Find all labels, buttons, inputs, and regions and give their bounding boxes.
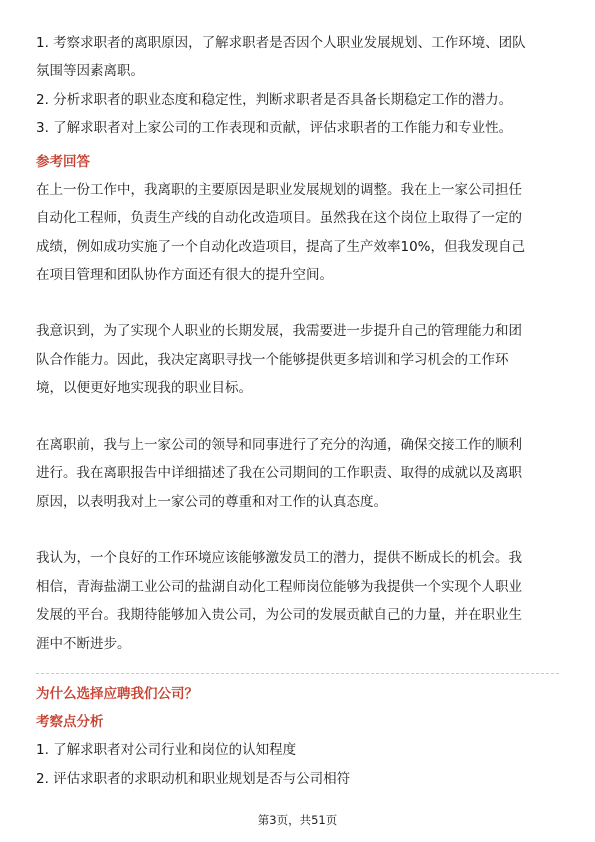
assessment-item: 氛围等因素离职。 xyxy=(36,63,144,79)
answer-paragraph-line: 我认为，一个良好的工作环境应该能够激发员工的潜力，提供不断成长的机会。我 xyxy=(36,550,522,566)
section-divider xyxy=(36,673,559,674)
answer-paragraph-line: 原因，以表明我对上一家公司的尊重和对工作的认真态度。 xyxy=(36,494,387,510)
assessment-item: 2. 评估求职者的求职动机和职业规划是否与公司相符 xyxy=(36,771,351,787)
answer-paragraph-line: 在离职前，我与上一家公司的领导和同事进行了充分的沟通，确保交接工作的顺利 xyxy=(36,437,522,453)
assessment-item: 2. 分析求职者的职业态度和稳定性，判断求职者是否具备长期稳定工作的潜力。 xyxy=(36,92,513,108)
assessment-item: 1. 考察求职者的离职原因，了解求职者是否因个人职业发展规划、工作环境、团队 xyxy=(36,35,526,51)
answer-paragraph-line: 我意识到，为了实现个人职业的长期发展，我需要进一步提升自己的管理能力和团 xyxy=(36,323,522,339)
answer-paragraph-line: 发展的平台。我期待能够加入贵公司，为公司的发展贡献自己的力量，并在职业生 xyxy=(36,607,522,623)
answer-paragraph-line: 成绩，例如成功实施了一个自动化改造项目，提高了生产效率10%，但我发现自己 xyxy=(36,239,526,255)
assessment-item: 3. 了解求职者对上家公司的工作表现和贡献，评估求职者的工作能力和专业性。 xyxy=(36,120,513,136)
page-number: 第3页，共51页 xyxy=(257,813,338,827)
reference-answer-heading: 参考回答 xyxy=(36,154,90,170)
answer-paragraph-line: 在上一份工作中，我离职的主要原因是职业发展规划的调整。我在上一家公司担任 xyxy=(36,182,522,198)
assessment-item: 1. 了解求职者对公司行业和岗位的认知程度 xyxy=(36,742,297,758)
answer-paragraph-line: 进行。我在离职报告中详细描述了我在公司期间的工作职责、取得的成就以及离职 xyxy=(36,465,522,481)
assessment-points-heading: 考察点分析 xyxy=(36,714,104,730)
answer-paragraph-line: 相信，青海盐湖工业公司的盐湖自动化工程师岗位能够为我提供一个实现个人职业 xyxy=(36,579,522,595)
question-title: 为什么选择应聘我们公司？ xyxy=(36,686,198,702)
answer-paragraph-line: 自动化工程师，负责生产线的自动化改造项目。虽然我在这个岗位上取得了一定的 xyxy=(36,210,522,226)
answer-paragraph-line: 境，以便更好地实现我的职业目标。 xyxy=(36,380,252,396)
answer-paragraph-line: 涯中不断进步。 xyxy=(36,636,131,652)
answer-paragraph-line: 在项目管理和团队协作方面还有很大的提升空间。 xyxy=(36,267,333,283)
answer-paragraph-line: 队合作能力。因此，我决定离职寻找一个能够提供更多培训和学习机会的工作环 xyxy=(36,352,509,368)
